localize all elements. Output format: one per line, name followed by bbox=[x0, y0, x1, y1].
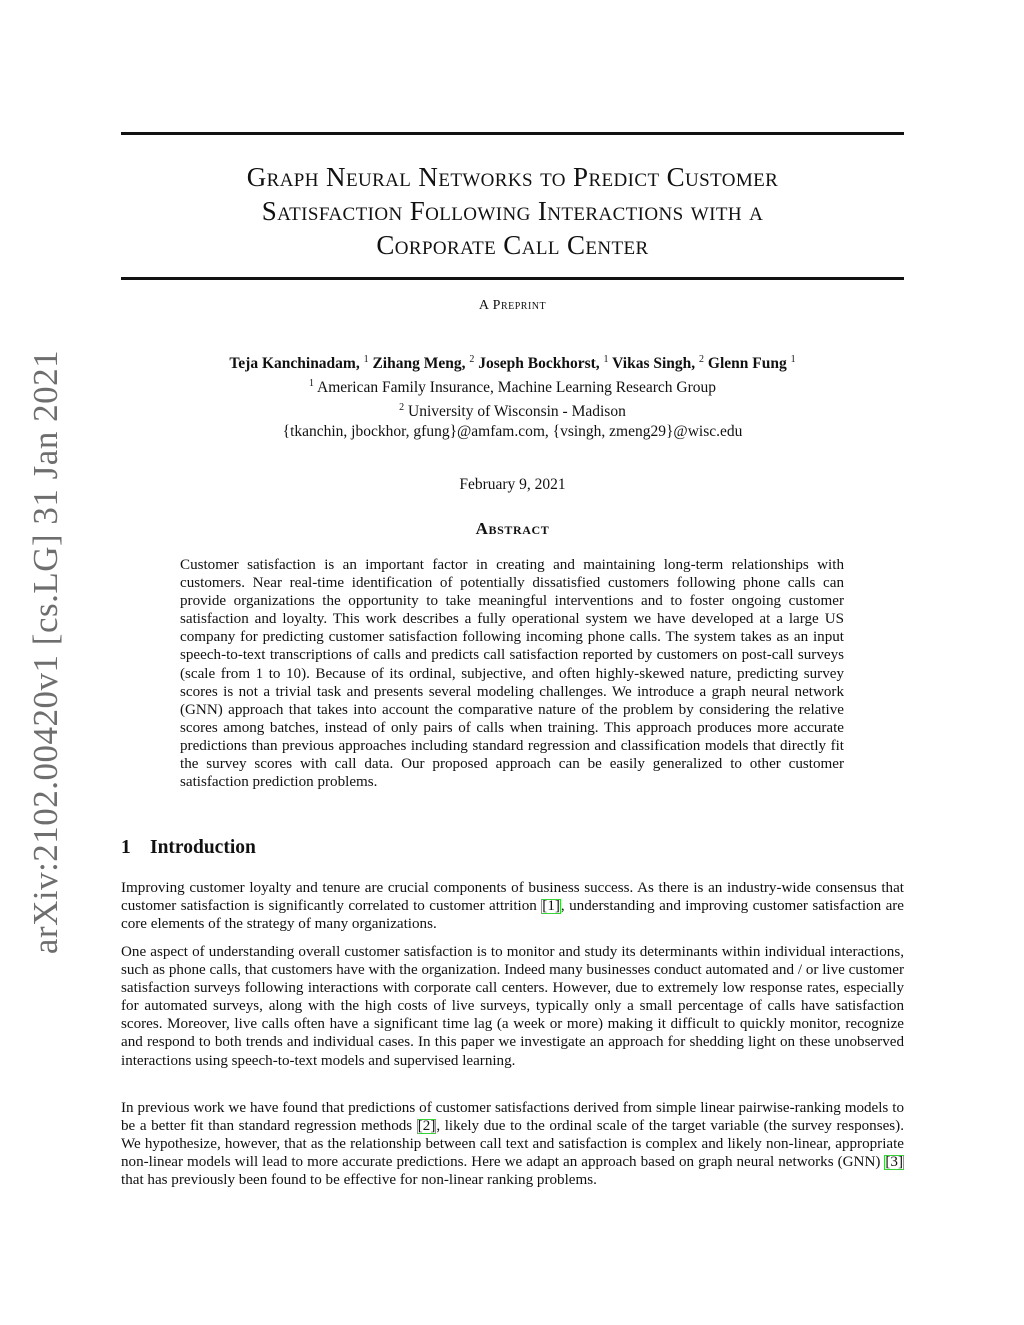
affiliation-text: University of Wisconsin - Madison bbox=[408, 403, 626, 421]
title-rule-top bbox=[121, 132, 904, 135]
paper-date: February 9, 2021 bbox=[459, 476, 566, 493]
paragraph-text: that has previously been found to be effective for non-linear ranking problems. bbox=[121, 1172, 597, 1189]
citation-link-1[interactable]: [1] bbox=[542, 898, 560, 915]
preprint-label: A Preprint bbox=[478, 298, 547, 313]
title-line-2: Satisfaction Following Interactions with a bbox=[261, 196, 764, 226]
author-affil-mark: 1 bbox=[603, 354, 609, 365]
abstract-heading: Abstract bbox=[475, 519, 550, 538]
title-line-1: Graph Neural Networks to Predict Customer bbox=[246, 162, 779, 192]
paragraph-text: In previous work we have found that predictions of customer satisfactions derived from simple linear pairwise-ranking models to be a better fit than standard regression methods bbox=[121, 1100, 904, 1135]
paragraph-text: Improving customer loyalty and tenure are crucial components of business success. As there is an industry-wide consensus that customer satisfaction is significantly correlated to customer attrition bbox=[121, 880, 904, 915]
author-affil-mark: 1 bbox=[790, 354, 796, 365]
paper-title bbox=[121, 160, 904, 262]
citation-link-3[interactable]: [3] bbox=[885, 1154, 903, 1171]
intro-paragraph-2: One aspect of understanding overall customer satisfaction is to monitor and study its determinants within individual interactions, such as phone calls, that customers have with the organization. Indeed many businesses conduct automated and / or live customer satisfaction surveys following interactions with corporate call centers. However, due to extremely low response rates, especially for automated surveys, along with the high costs of live surveys, typically only a small percentage of calls have satisfaction scores. Moreover, live calls often have a significant time lag (a week or more) making it difficult to quickly monitor, recognize and respond to both trends and individual cases. In this paper we investigate an approach for shedding light on these unobserved interactions using speech-to-text models and supervised learning. bbox=[121, 944, 904, 1069]
author-name: Joseph Bockhorst, bbox=[478, 355, 600, 373]
author-name: Teja Kanchinadam, bbox=[229, 355, 360, 373]
author-affil-mark: 2 bbox=[469, 354, 475, 365]
title-rule-bottom bbox=[121, 277, 904, 280]
affiliation-2 bbox=[121, 398, 904, 422]
arxiv-stamp: arXiv:2102.00420v1 [cs.LG] 31 Jan 2021 bbox=[26, 349, 65, 955]
author-name: Glenn Fung bbox=[707, 355, 787, 373]
affiliation-text: American Family Insurance, Machine Learning Research Group bbox=[317, 379, 716, 397]
affiliation-number: 1 bbox=[308, 378, 314, 390]
author-affil-mark: 2 bbox=[699, 354, 705, 365]
citation-link-2[interactable]: [2] bbox=[417, 1118, 436, 1135]
paragraph-text: , understanding and improving customer satisfaction are core elements of the strategy of many organizations. bbox=[121, 898, 904, 933]
authors-block bbox=[121, 350, 904, 442]
author-name: Vikas Singh, bbox=[612, 355, 696, 373]
paragraph-text: , likely due to the ordinal scale of the target variable (the survey responses). We hypothesize, however, that as the relationship between call text and satisfaction is complex and likely non-linear, appropriate non-linear models will lead to more accurate predictions. Here we adapt an approach based on graph neural networks (GNN) bbox=[121, 1118, 904, 1171]
section-number: 1 bbox=[121, 837, 131, 858]
section-title: Introduction bbox=[150, 837, 256, 858]
section-heading-introduction bbox=[121, 837, 256, 859]
author-name: Zihang Meng, bbox=[372, 355, 466, 373]
author-affil-mark: 1 bbox=[363, 354, 369, 365]
author-emails: {tkanchin, jbockhor, gfung}@amfam.com, {vsingh, zmeng29}@wisc.edu bbox=[282, 423, 743, 441]
title-line-3: Corporate Call Center bbox=[376, 230, 649, 260]
author-list bbox=[121, 350, 904, 374]
intro-paragraph-3 bbox=[121, 1099, 904, 1189]
intro-paragraph-1 bbox=[121, 879, 904, 933]
affiliation-1 bbox=[121, 374, 904, 398]
affiliation-number: 2 bbox=[399, 402, 405, 414]
abstract-body: Customer satisfaction is an important factor in creating and maintaining long-term relationships with customers. Near real-time identification of potentially dissatisfied customers following phone calls can provide organizations the opportunity to take meaningful interventions and to foster ongoing customer satisfaction and loyalty. This work describes a fully operational system we have developed at a large US company for predicting customer satisfaction following incoming phone calls. The system takes as an input speech-to-text transcriptions of calls and predicts call satisfaction reported by customers on post-call surveys (scale from 1 to 10). Because of its ordinal, subjective, and often highly-skewed nature, predicting survey scores is not a trivial task and presents several modeling challenges. We introduce a graph neural network (GNN) approach that takes into account the comparative nature of the problem by considering the relative scores among batches, instead of only pairs of calls when training. This approach produces more accurate predictions than previous approaches including standard regression and classification models that directly fit the survey scores with call data. Our proposed approach can be easily generalized to other customer satisfaction prediction problems. bbox=[180, 557, 844, 791]
